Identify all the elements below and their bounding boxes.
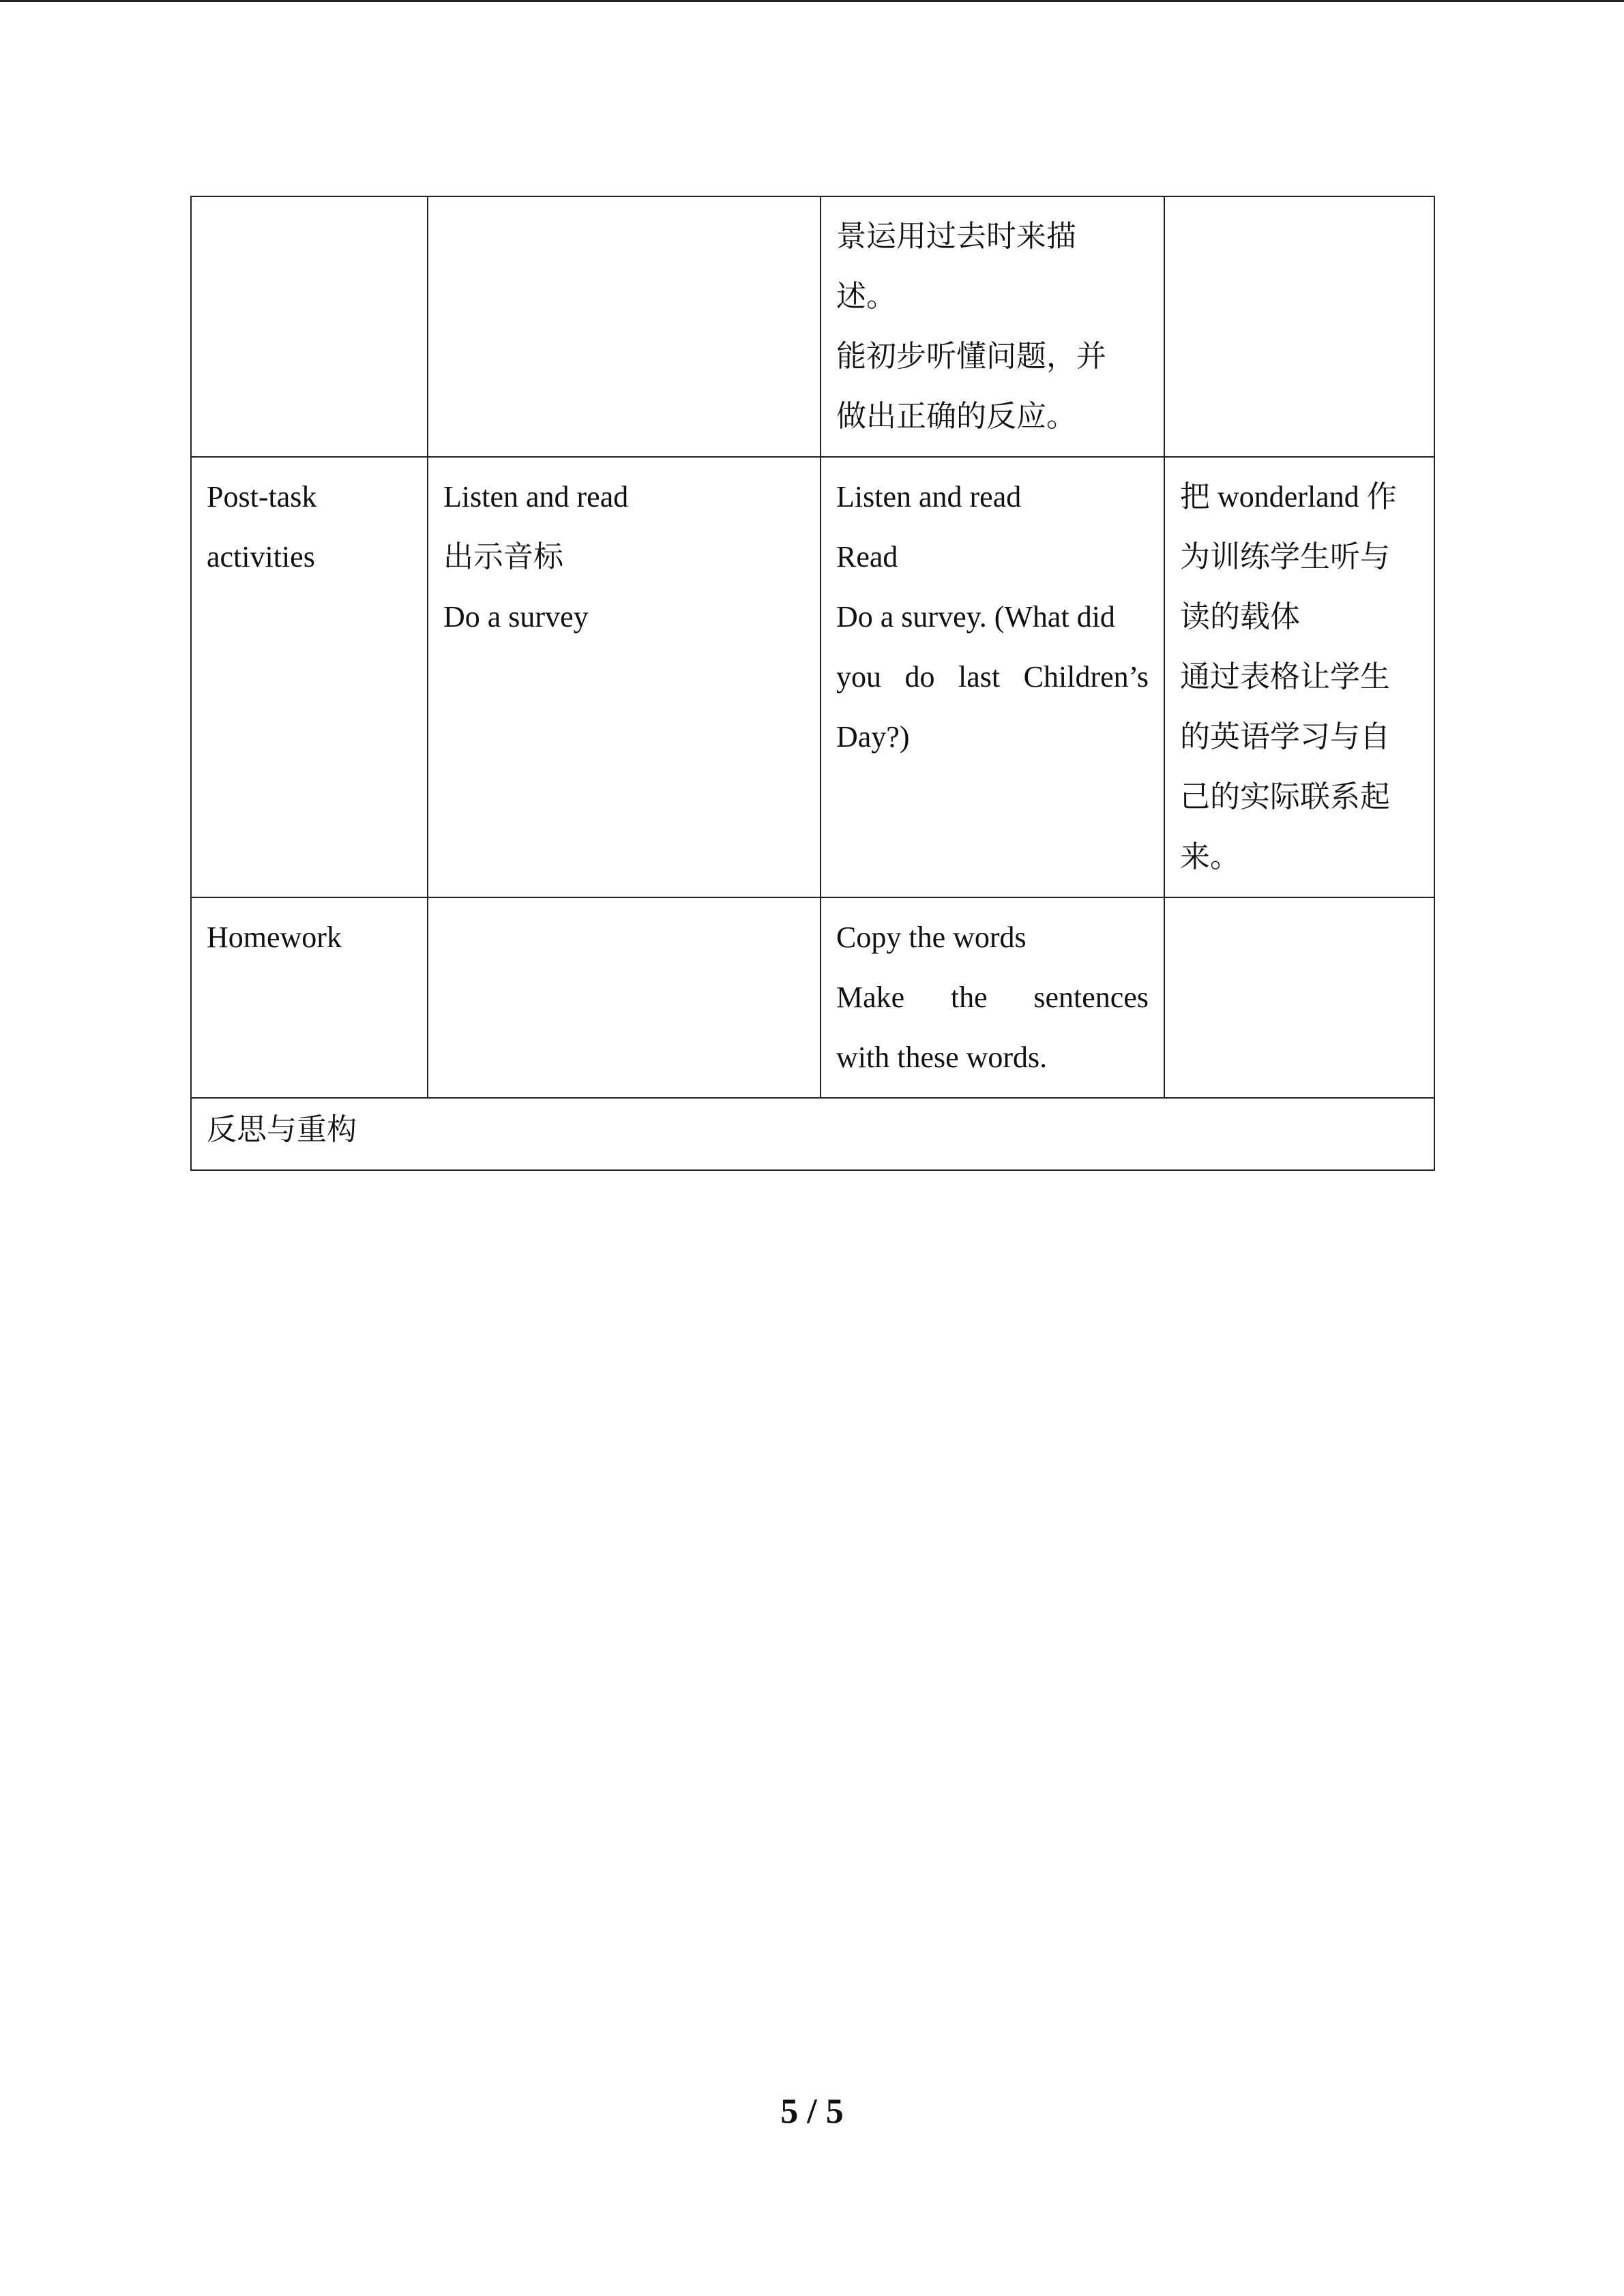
student-activity-line: 景运用过去时来描 <box>836 220 1076 253</box>
student-activity-line: you do last Children’s <box>836 660 1149 694</box>
purpose-line: 的英语学习与自 <box>1180 720 1390 754</box>
teacher-activity-line: Listen and read <box>443 480 629 513</box>
purpose-line: 通过表格让学生 <box>1180 660 1390 694</box>
student-activity-line: with these words. <box>836 1041 1048 1074</box>
student-activity-cell <box>821 897 1164 1098</box>
purpose-line: 己的实际联系起 <box>1180 780 1390 814</box>
teacher-activity-cell <box>428 196 821 457</box>
student-activity-cell <box>821 196 1164 457</box>
purpose-line: 来。 <box>1180 840 1240 874</box>
student-activity-line: Copy the words <box>836 921 1027 954</box>
stage-cell <box>191 897 428 1098</box>
stage-label-line: activities <box>207 540 315 573</box>
reflection-cell <box>191 1098 1434 1170</box>
purpose-cell <box>1164 897 1434 1098</box>
purpose-cell <box>1164 196 1434 457</box>
purpose-line: 读的载体 <box>1180 600 1300 633</box>
table-row-homework <box>191 897 1434 1098</box>
teacher-activity-cell <box>428 457 821 897</box>
student-activity-cell <box>821 457 1164 897</box>
purpose-line: 为训练学生听与 <box>1180 540 1390 573</box>
student-activity-line: Make the sentences <box>836 981 1149 1014</box>
stage-cell <box>191 457 428 897</box>
student-activity-line: Do a survey. (What did <box>836 600 1115 633</box>
stage-cell <box>191 196 428 457</box>
teacher-activity-line: Do a survey <box>443 600 589 633</box>
table-row-reflection <box>191 1098 1434 1170</box>
purpose-cell <box>1164 457 1434 897</box>
stage-label-line: Homework <box>207 921 342 954</box>
student-activity-line: Day?) <box>836 720 910 754</box>
teacher-activity-line: 出示音标 <box>443 540 563 573</box>
student-activity-line: 做出正确的反应。 <box>836 400 1076 433</box>
table-row-post-task <box>191 457 1434 897</box>
student-activity-line: Read <box>836 540 898 573</box>
stage-label-line: Post-task <box>207 480 317 513</box>
reflection-label: 反思与重构 <box>207 1113 357 1146</box>
teacher-activity-cell <box>428 897 821 1098</box>
student-activity-line: Listen and read <box>836 480 1022 513</box>
page-number: 5 / 5 <box>780 2092 844 2131</box>
student-activity-line: 能初步听懂问题，并 <box>836 340 1106 373</box>
page-top-border <box>0 0 1624 2</box>
lesson-plan-table <box>190 196 1435 1171</box>
purpose-line: 把 wonderland 作 <box>1180 480 1397 513</box>
table-row-while-task-continued <box>191 196 1434 457</box>
student-activity-line: 述。 <box>836 280 896 313</box>
